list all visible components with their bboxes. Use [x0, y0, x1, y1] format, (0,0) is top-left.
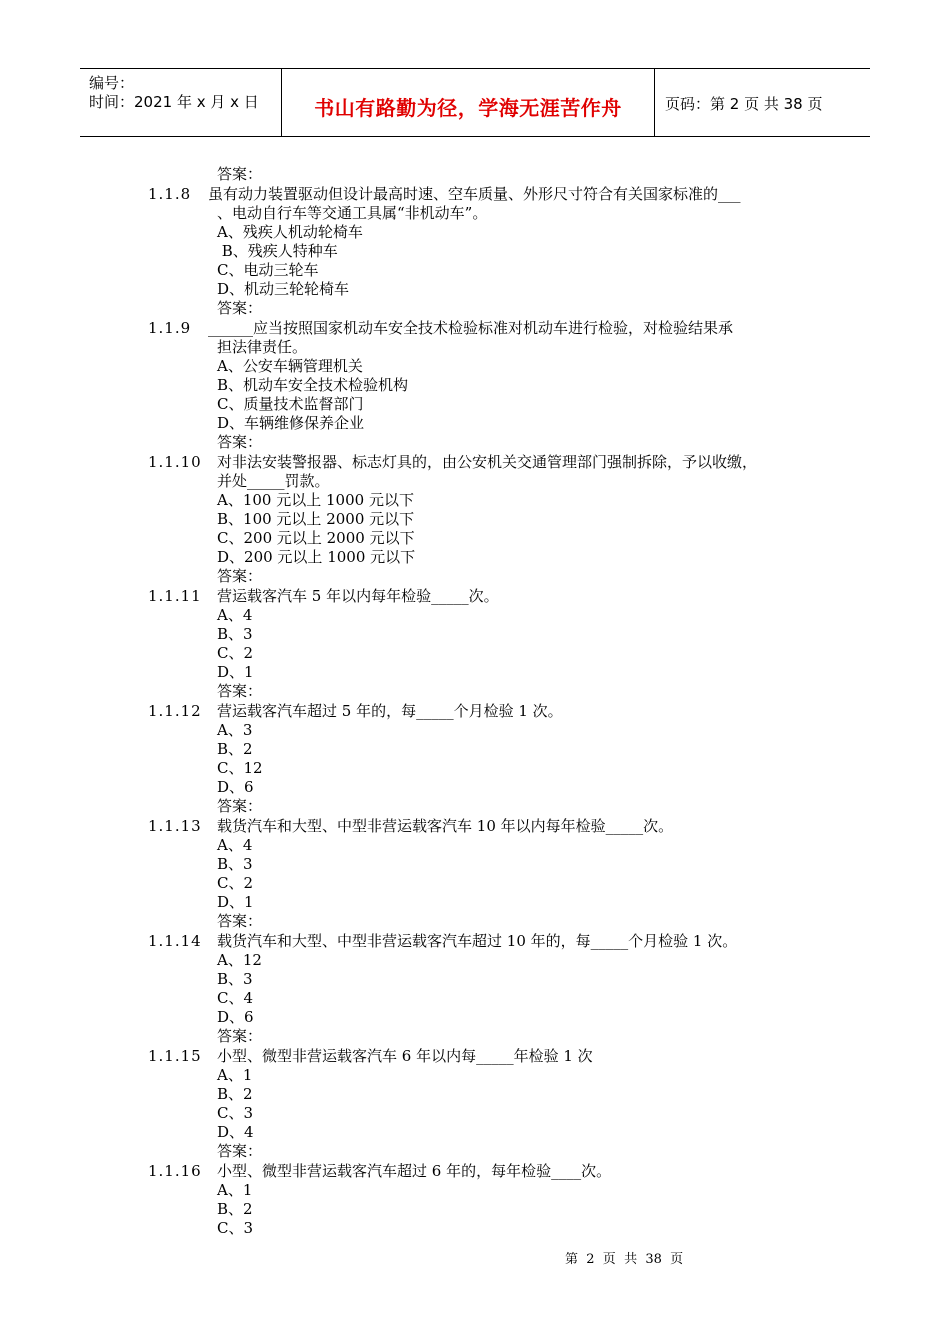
- question-number: 1.1.10: [148, 453, 202, 471]
- question-number: 1.1.16: [148, 1162, 202, 1180]
- page-number-label: 页码：第 2 页 共 38 页: [665, 95, 823, 113]
- option-item: B、100 元以上 2000 元以下: [217, 510, 415, 528]
- option-item: A、12: [217, 951, 262, 969]
- option-item: A、1: [217, 1181, 253, 1199]
- option-item: A、4: [217, 836, 253, 854]
- question-text: 、电动自行车等交通工具属“非机动车”。: [217, 204, 488, 222]
- question-number: 1.1.14: [148, 932, 202, 950]
- serial-label: 编号：: [89, 74, 135, 92]
- question-text: 营运载客汽车 5 年以内每年检验_____次。: [217, 587, 499, 605]
- option-item: D、200 元以上 1000 元以下: [217, 548, 416, 566]
- option-item: D、6: [217, 778, 254, 796]
- answer-line: 答案：: [217, 1142, 263, 1160]
- option-item: A、1: [217, 1066, 253, 1084]
- question-number: 1.1.9: [148, 319, 192, 337]
- option-item: C、2: [217, 644, 254, 662]
- question-text: 并处_____罚款。: [217, 472, 330, 490]
- option-item: D、4: [217, 1123, 254, 1141]
- option-item: C、质量技术监督部门: [217, 395, 364, 413]
- answer-line: 答案：: [217, 165, 263, 183]
- option-item: C、4: [217, 989, 254, 1007]
- option-item: C、2: [217, 874, 254, 892]
- question-text: 营运载客汽车超过 5 年的，每_____个月检验 1 次。: [217, 702, 563, 720]
- question-text: ______应当按照国家机动车安全技术检验标准对机动车进行检验，对检验结果承: [208, 319, 734, 337]
- option-item: D、1: [217, 893, 254, 911]
- answer-line: 答案：: [217, 299, 263, 317]
- answer-line: 答案：: [217, 567, 263, 585]
- question-text: 小型、微型非营运载客汽车 6 年以内每_____年检验 1 次: [217, 1047, 593, 1065]
- question-text: 载货汽车和大型、中型非营运载客汽车 10 年以内每年检验_____次。: [217, 817, 674, 835]
- question-number: 1.1.8: [148, 185, 192, 203]
- question-number: 1.1.15: [148, 1047, 202, 1065]
- answer-line: 答案：: [217, 1027, 263, 1045]
- question-text: 载货汽车和大型、中型非营运载客汽车超过 10 年的，每_____个月检验 1 次。: [217, 932, 738, 950]
- option-item: C、3: [217, 1104, 254, 1122]
- question-text: 虽有动力装置驱动但设计最高时速、空车质量、外形尺寸符合有关国家标准的___: [208, 185, 741, 203]
- answer-line: 答案：: [217, 912, 263, 930]
- option-item: C、3: [217, 1219, 254, 1237]
- option-item: B、机动车安全技术检验机构: [217, 376, 409, 394]
- option-item: A、残疾人机动轮椅车: [217, 223, 363, 241]
- option-item: A、4: [217, 606, 253, 624]
- option-item: B、2: [217, 740, 253, 758]
- option-item: D、机动三轮轮椅车: [217, 280, 350, 298]
- question-number: 1.1.13: [148, 817, 202, 835]
- option-item: A、公安车辆管理机关: [217, 357, 363, 375]
- option-item: B、3: [217, 625, 253, 643]
- question-text: 小型、微型非营运载客汽车超过 6 年的，每年检验____次。: [217, 1162, 612, 1180]
- option-item: A、3: [217, 721, 253, 739]
- answer-line: 答案：: [217, 682, 263, 700]
- option-item: C、200 元以上 2000 元以下: [217, 529, 415, 547]
- question-text: 对非法安装警报器、标志灯具的，由公安机关交通管理部门强制拆除，予以收缴，: [217, 453, 758, 471]
- option-item: D、6: [217, 1008, 254, 1026]
- option-item: B、3: [217, 855, 253, 873]
- question-text: 担法律责任。: [217, 338, 308, 356]
- option-item: A、100 元以上 1000 元以下: [217, 491, 414, 509]
- time-label: 时间：2021 年 x 月 x 日: [89, 93, 259, 111]
- option-item: D、车辆维修保养企业: [217, 414, 365, 432]
- option-item: B、3: [217, 970, 253, 988]
- answer-line: 答案：: [217, 433, 263, 451]
- question-number: 1.1.11: [148, 587, 202, 605]
- option-item: D、1: [217, 663, 254, 681]
- footer-page-number: 第 2 页 共 38 页: [565, 1252, 684, 1267]
- option-item: B、残疾人特种车: [217, 242, 338, 260]
- option-item: C、电动三轮车: [217, 261, 319, 279]
- answer-line: 答案：: [217, 797, 263, 815]
- motto-text: 书山有路勤为径，学海无涯苦作舟: [314, 96, 622, 120]
- option-item: B、2: [217, 1200, 253, 1218]
- option-item: C、12: [217, 759, 263, 777]
- option-item: B、2: [217, 1085, 253, 1103]
- question-number: 1.1.12: [148, 702, 202, 720]
